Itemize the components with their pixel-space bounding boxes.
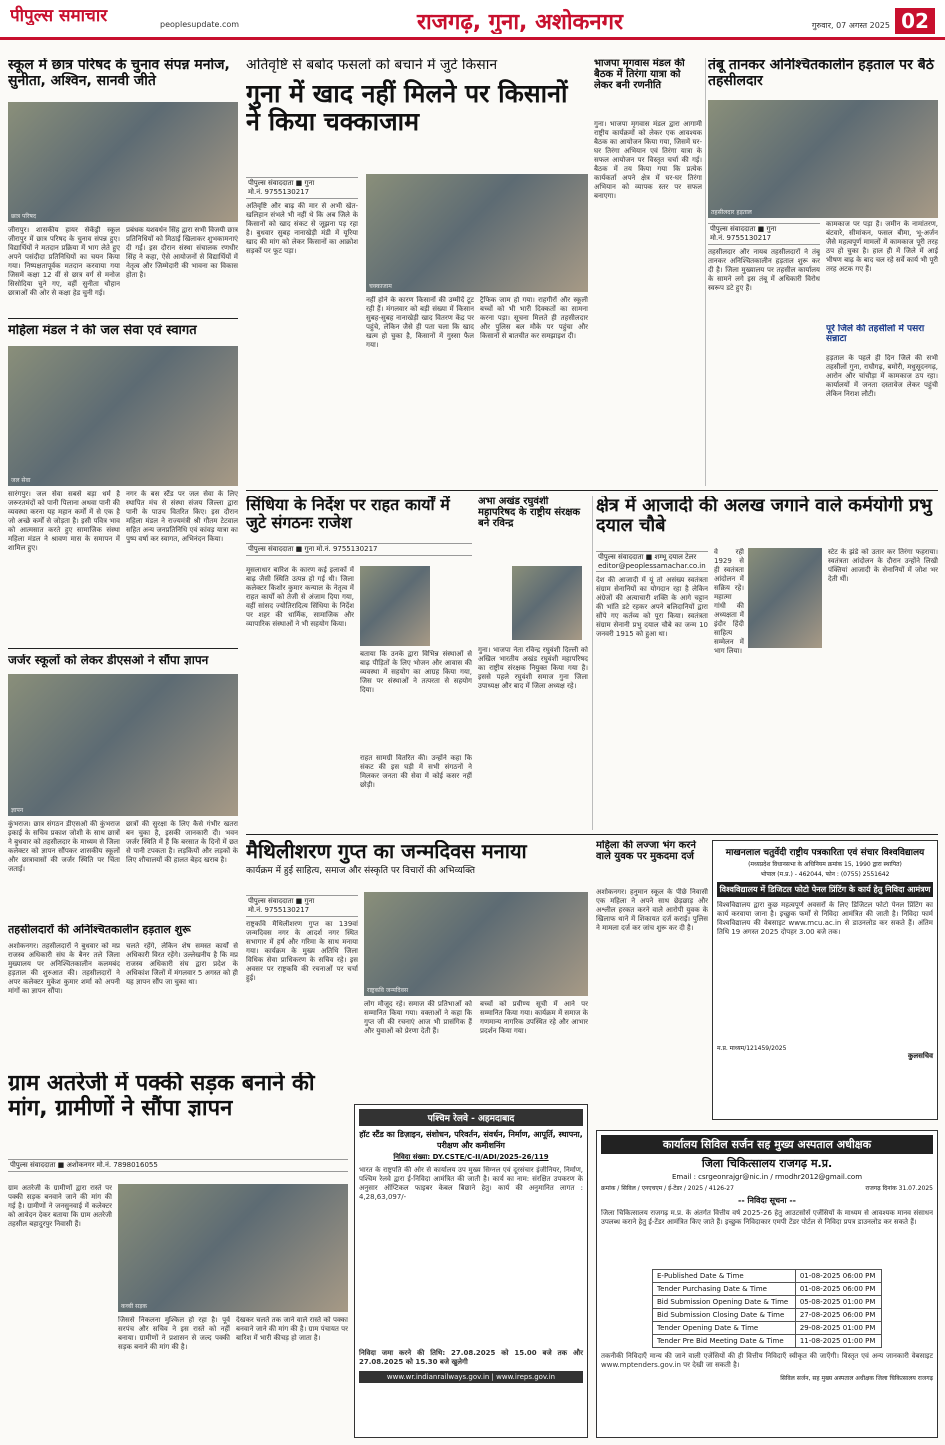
azadi-col2: वे रही 1929 से ही स्वतंत्रता आंदोलन में सक्रिय रहे। महात्मा गांधी की अध्यक्षता में इंदौर हिंदी साहित्य सम्मेलन में भाग लिया। (714, 548, 744, 655)
civil-dates-row (653, 1270, 882, 1283)
civil-dates-row (653, 1296, 882, 1309)
mahila-article (8, 324, 238, 646)
tambu-byline: पीपुल्स संवाददाता ■ गुना मो.नं. 9755130217 (708, 223, 820, 245)
students-headline: स्कूल में छात्र परिषद के चुनाव संपन्न मनोज, सुनीता, अश्विन, सानवी जीते (8, 58, 230, 89)
gram-col1: ग्राम अतरेजी के ग्रामीणों द्वारा रास्ते पर पक्की सड़क बनवाने जाने की मांग की गई है। ग्रामीणों ने जनसुनवाई में कलेक्टर को आवेदन देकर बताया कि ग्राम अतरेजी तहसील बहादुरपुर निवासी हैं। (8, 1184, 112, 1228)
civil-dates-value: 29-08-2025 01:00 PM (795, 1322, 881, 1335)
jarjar-photo: ज्ञापन (8, 674, 238, 816)
maithili-col2: लोग मौजूद रहे। समाज की प्रतिभाओं को सम्मानित किया गया। वक्ताओं ने कहा कि गुप्त जी की रचनाएं आज भी प्रासंगिक हैं और युवाओं को प्रेरणा देती हैं। (364, 1000, 472, 1035)
lajja-col1: अशोकनगर। हनुमान स्कूल के पीछे निवासी एक महिला ने अपने साथ छेड़छाड़ और अश्लील हरकत करने वाले आरोपी युवक के खिलाफ थाने में शिकायत दर्ज कराई। पुलिस ने मामला दर्ज कर जांच शुरू कर दी है। (596, 888, 708, 932)
maithili-byline: पीपुल्स संवाददाता ■ गुना मो.नं. 9755130217 (246, 895, 358, 917)
railway-tender-no: निविदा संख्या: DY.CSTE/C-II/ADI/2025-26/119 (393, 1153, 549, 1161)
students-col1: जीरापुर। शासकीय हायर सेकेंड्री स्कूल जीरापुर में छात्र परिषद के चुनाव संपन्न हुए। विद्यार्थियों ने मतदान प्रक्रिया में भाग लेते हुए अपने पसंदीदा प्रतिनिधियों का चयन किया गया। निष्पक्षतापूर्वक मतदान करवाया गया जिसमें कक्षा 12 वीं से छात्र वर्ग से मनोज सिसोदिया चुने गए, वहीं सुनीता चौहान छात्राओं की ओर से कक्षा हेड चुनी गई। (8, 226, 120, 297)
bhajpa-headline: भाजपा मृगवास मंडल की बैठक में तिरंगा यात्रा को लेकर बनी रणनीति (594, 58, 685, 92)
tambu-subtext: हड़ताल के पहले ही दिन जिले की सभी तहसीलों गुना, राघौगढ़, बमोरी, मधुसूदनगढ़, आरोन और चांचौड़ा में कामकाज ठप रहा। कार्यालयों में जनता दस्तावेज लेकर पहुंची लेकिन निराश लौटी। (826, 354, 938, 398)
civil-notice: -- निविदा सूचना -- (738, 1196, 796, 1205)
railway-ad (354, 1104, 588, 1438)
civil-dates-label: Tender Purchasing Date & Time (653, 1283, 796, 1296)
maithili-article (246, 840, 588, 1098)
civil-date: राजगढ़ दिनांक 31.07.2025 (865, 1185, 933, 1192)
civil-dates-label: Bid Submission Opening Date & Time (653, 1296, 796, 1309)
tambu-photo: तहसीलदार हड़ताल (708, 100, 938, 218)
tehsil-headline: तहसीलदारों की अनिश्चितकालीन हड़ताल शुरू (8, 924, 191, 936)
makhanlal-ref: म.प्र. माध्यम/121459/2025 (717, 1045, 787, 1052)
makhanlal-sub: (मध्यप्रदेश विधानसभा के अधिनियम क्रमांक 15, 1990 द्वारा स्थापित) (748, 861, 902, 868)
civil-dates-label: E-Published Date & Time (653, 1270, 796, 1283)
page-number: 02 (895, 8, 935, 34)
mahila-col2: नगर के बस स्टैंड पर जल सेवा के लिए स्थापित मंच से संस्था संजय जिल्ला द्वारा पानी के पाउच वितरित किए। इस दौरान महिला मंडल ने राज्यमंत्री श्री गौतम टेटवाल सहित अन्य जनप्रतिनिधि एवं कांवड़ यात्रा का पुष्प वर्षा कर स्वागत, अभिनंदन किया। (126, 490, 238, 543)
issue-date: गुरुवार, 07 अगस्त 2025 (811, 21, 890, 30)
tambu-article (708, 58, 938, 486)
guna-article (246, 58, 588, 486)
mahila-headline: महिला मंडल ने की जल सेवा एवं स्वागत (8, 324, 197, 338)
railway-title: पश्चिम रेलवे - अहमदाबाद (359, 1109, 583, 1126)
civil-email[interactable]: Email : csrgeonrajgr@nic.in / rmodhr2012@gmail.com (671, 1173, 863, 1181)
students-article (8, 58, 238, 316)
railway-subject: हॉट स्टैंड का डिज़ाइन, संशोधन, परिवर्तन, संवर्धन, निर्माण, आपूर्ति, स्थापना, परीक्षण और कमीशनिंग (359, 1130, 583, 1150)
tambu-col2: कामकाज पर पड़ा है। जमीन के नामांतरण, बंटवारे, सीमांकन, फसल बीमा, भू-अर्जन जैसे महत्वपूर्ण मामलों में कामकाज पूरी तरह ठप हो चुका है। हाल ही में जिले में आई भीषण बाढ़ के बाद चल रहे सर्वे कार्य भी पूरी तरह अटक गए हैं। (826, 220, 938, 273)
guna-byline: पीपुल्स संवाददाता ■ गुना मो.नं. 9755130217 (246, 177, 358, 199)
gram-byline: पीपुल्स संवाददाता ■ अशोकनगर मो.नं. 7898016055 (8, 1159, 348, 1172)
civil-dates-value: 27-08-2025 06:00 PM (795, 1309, 881, 1322)
tehsil-col1: अशोकनगर। तहसीलदारों ने बुधवार को मप्र राजस्व अधिकारी संघ के बैनर तले जिला मुख्यालय पर अनिश्चितकालीन कलमबंद हड़ताल की शुरुआत की। तहसीलदारों ने अपर कलेक्टर मुकेश कुमार शर्मा को अपनी मांगों का ज्ञापन सौंपा। (8, 942, 120, 995)
mahila-col1: सारंगपुर। जल सेवा सबसे बड़ा धर्म है जरूरतमंदों को पानी पिलाना अथवा पानी की व्यवस्था करना यह महान कर्मों में से एक है जो अच्छे कर्मों से जोड़ता है। इसी पवित्र भाव को आत्मसात करते हुए सामाजिक संस्था महिला मंडल ने श्रावण मास के समापन में शामिल हुए। (8, 490, 120, 552)
civil-dates-value: 11-08-2025 01:00 PM (795, 1335, 881, 1348)
raghuvanshi-headline: अभा अखंड रघुवंशी महापरिषद के राष्ट्रीय संरक्षक बने रविन्द्र (478, 496, 581, 530)
civil-dates-label: Tender Pre Bid Meeting Date & Time (653, 1335, 796, 1348)
civil-ad (596, 1130, 938, 1438)
railway-body: भारत के राष्ट्रपति की ओर से कार्यालय उप मुख्य सिग्नल एवं दूरसंचार इंजीनियर, निर्माण, पश्चिम रेलवे द्वारा ई-निविदा आमंत्रित की जाती है। कार्य का नाम: संरक्षित उपकरण के अनुसार ऑप्टिकल फाइबर केबल बिछाने हेतु। कार्य की अनुमानित लागत : 4,28,63,097/- (359, 1166, 583, 1201)
region-title: राजगढ़, गुना, अशोकनगर (416, 10, 624, 34)
civil-subtitle: जिला चिकित्सालय राजगढ़ म.प्र. (701, 1157, 833, 1170)
civil-dates-value: 01-08-2025 06:00 PM (795, 1283, 881, 1296)
civil-dates-row (653, 1322, 882, 1335)
civil-ref-no: क्रमांक / सिविल / एनएचएम / ई-टेंडर / 2025 / 4126-27 (601, 1185, 734, 1192)
civil-dates-label: Bid Submission Closing Date & Time (653, 1309, 796, 1322)
azadi-col3: स्टेट के झंडे को उतार कर तिरंगा फहराया। स्वतंत्रता आंदोलन के दौरान उन्होंने लिखी पंक्तियां आजादी के सेनानियों में जोश भर देती थीं। (828, 548, 938, 583)
jarjar-col1: कुंभराज। छात्र संगठन डीएसओ की कुंभराज इकाई के सचिव प्रकाश जोशी के साथ छात्रों ने बुधवार को तहसीलदार के माध्यम से जिला कलेक्टर को ज्ञापन सौंपकर शासकीय स्कूलों और छात्रावासों की जर्जर स्थिति पर चिंता जताई। (8, 820, 120, 873)
gram-col2: जिससे निकलना मुश्किल हो रहा है। पूर्व सरपंच और सचिव ने इस रास्ते को नहीं बनाया। ग्रामीणों ने प्रशासन से जल्द पक्की सड़क बनाने की मांग की है। (118, 1316, 230, 1351)
civil-title: कार्यालय सिविल सर्जन सह मुख्य अस्पताल अधीक्षक (601, 1135, 933, 1154)
bhajpa-col1: गुना। भाजपा मृगवास मंडल द्वारा आगामी राष्ट्रीय कार्यक्रमों को लेकर एक आवश्यक बैठक का आयोजन किया गया, जिसमें घर-घर तिरंगा अभियान एवं तिरंगा यात्रा के सफल आयोजन पर विस्तृत चर्चा की गई। बैठक में तय किया गया कि प्रत्येक कार्यकर्ता अपने क्षेत्र में घर-घर तिरंगा अभियान को व्यापक स्तर पर सफल बनाएगा। (594, 120, 702, 200)
students-col2: प्रबंधक यशवर्धन सिंह द्वारा सभी विजयी छात्र प्रतिनिधियों को मिठाई खिलाकर शुभकामनाएं दी गईं। इस दौरान संस्था संचालक रणधीर सिंह ने कहा, ऐसे आयोजनों से विद्यार्थियों में नेतृत्व और जिम्मेदारी की भावना का विकास होता है। (126, 226, 238, 279)
makhanlal-notice: विश्वविद्यालय में डिजिटल फोटो पेनल प्रिंटिंग के कार्य हेतु निविदा आमंत्रण (717, 882, 933, 897)
jarjar-article (8, 654, 238, 916)
civil-dates-label: Tender Opening Date & Time (653, 1322, 796, 1335)
maithili-col3: बच्चों को प्रवीण्य सूची में आने पर सम्मानित किया गया। कार्यक्रम में समाज के गणमान्य नागरिक उपस्थित रहे और आभार प्रदर्शन किया गया। (480, 1000, 588, 1035)
students-photo: छात्र परिषद (8, 102, 238, 222)
gram-photo: कच्ची सड़क (118, 1184, 348, 1312)
tambu-col1: तहसीलदार और नायब तहसीलदारों ने तंबू तानकर अनिश्चितकालीन हड़ताल शुरू कर दी है। जिला मुख्यालय पर तहसील कार्यालय के सामने लगे इस तंबू में अधिकारी विरोध स्वरूप डटे हुए हैं। (708, 248, 820, 292)
raghuvanshi-portrait (512, 566, 582, 640)
gram-col3: देखकर चलते तक जाने वाले रास्ते को पक्का बनवाने जाने की मांग की है। ग्राम पंचायत पर बारिश में भारी कीचड़ हो जाता है। (236, 1316, 348, 1342)
maithili-col1: राष्ट्रकवि मैथिलीशरण गुप्त का 139वां जन्मदिवस नगर के आदर्श नगर स्थित सभागार में हर्ष और गरिमा के साथ मनाया गया। कार्यक्रम के मुख्य अतिथि जिला विधिक सेवा प्राधिकरण के सचिव रहे। इस अवसर पर राष्ट्रकवि की रचनाओं पर चर्चा हुई। (246, 920, 358, 982)
civil-dates-row (653, 1283, 882, 1296)
scindia-col2: बताया कि उनके द्वारा विभिन्न संस्थाओं से बाढ़ पीड़ितों के लिए भोजन और आवास की व्यवस्था में सहयोग का आग्रह किया गया, जिस पर संस्थाओं ने तत्परता से सहयोग दिया। (360, 650, 472, 694)
civil-dates-value: 05-08-2025 01:00 PM (795, 1296, 881, 1309)
guna-col3: ट्रैफिक जाम हो गया। राहगीरों और स्कूली बच्चों को भी भारी दिक्कतों का सामना करना पड़ा। सूचना मिलते ही तहसीलदार और पुलिस बल मौके पर पहुंचा और किसानों से बातचीत कर समझाइश दी। (480, 296, 588, 340)
maithili-subhead: कार्यक्रम में हुई साहित्य, समाज और संस्कृति पर विचारों की अभिव्यक्ति (246, 866, 476, 877)
railway-footer[interactable]: www.wr.indianrailways.gov.in | www.ireps.gov.in (359, 1371, 583, 1383)
tambu-subhead: पूरे जिले की तहसीलों में पसरा सन्नाटा (826, 324, 925, 345)
website[interactable]: peoplesupdate.com (160, 20, 240, 29)
guna-photo: चक्काजाम (366, 174, 588, 292)
masthead (0, 0, 945, 40)
tehsil-col2: चलते रहेंगे, लेकिन शेष समस्त कार्यों से अधिकारी विरत रहेंगे। उल्लेखनीय है कि मप्र राजस्व अधिकारी संघ द्वारा प्रदेश के अधिकांश जिलों में मंगलवार 5 अगस्त को ही यह ज्ञापन सौंप जा चुका था। (126, 942, 238, 986)
azadi-byline: पीपुल्स संवाददाता ■ शम्भू दयाल टेलर editor@peoplessamachar.co.in (596, 551, 708, 572)
gram-headline: ग्राम अतरेजी में पक्की सड़क बनाने की मांग, ग्रामीणों ने सौंपा ज्ञापन (8, 1072, 315, 1121)
scindia-col1: मूसलाधार बारिश के कारण कई इलाकों में बाढ़ जैसी स्थिति उत्पन्न हो गई थी। जिला कलेक्टर किशोर कुमार कन्याल के नेतृत्व में राहत कार्यों को तेजी से अंजाम दिया गया, वहीं सांसद ज्योतिरादित्य सिंधिया के निर्देश पर शहर की धार्मिक, सामाजिक और व्यापारिक संस्थाओं ने भी सहयोग किया। (246, 566, 354, 628)
jarjar-col2: छात्रों की सुरक्षा के लिए कैसे गंभीर खतरा बन चुका है, इसकी जानकारी दी। भवन जर्जर स्थिति में हैं कि बरसात के दिनों में छत से पानी टपकता है। लड़कियों और लड़कों के लिए शौचालयों की हालत बेहद खराब है। (126, 820, 238, 864)
scindia-headline: सिंधिया के निर्देश पर राहत कार्यों में जुटे संगठनः राजेश (246, 496, 450, 532)
makhanlal-address: भोपाल (म.प्र.) - 462044, फोन : (0755) 2551642 (760, 871, 890, 878)
lajja-article (596, 840, 708, 1120)
civil-dates-table (652, 1269, 882, 1348)
bhajpa-article (594, 58, 702, 486)
gram-article (8, 1072, 348, 1438)
guna-kicker: अतिवृष्टि से बर्बाद फसलों को बचाने में जुटे किसान (246, 58, 498, 73)
paper-logo: पीपुल्स समाचार (10, 6, 108, 25)
jarjar-headline: जर्जर स्कूलों को लेकर डीएसओ ने सौंपा ज्ञापन (8, 654, 209, 667)
tambu-headline: तंबू तानकर अनिश्चितकालीन हड़ताल पर बैठे तहसीलदार (708, 58, 934, 89)
scindia-article (246, 496, 472, 830)
maithili-photo: राष्ट्रकवि जन्मदिवस (364, 892, 588, 996)
lajja-headline: महिला की लज्जा भंग करने वाले युवक पर मुकदमा दर्ज (596, 840, 696, 863)
makhanlal-title: माखनलाल चतुर्वेदी राष्ट्रीय पत्रकारिता एवं संचार विश्वविद्यालय (725, 848, 925, 858)
guna-col2: नहीं होने के कारण किसानों की उम्मीदें टूट रही हैं। मंगलवार को बड़ी संख्या में किसान सुबह-सुबह नानाखेड़ी खाद वितरण केंद्र पर पहुंचे, लेकिन जैसे ही पता चला कि खाद खत्म हो चुका है, किसानों में गुस्सा फैल गया। (366, 296, 474, 349)
makhanlal-sign: कुलसचिव (907, 1052, 933, 1060)
makhanlal-ad (712, 840, 938, 1120)
maithili-headline: मैथिलीशरण गुप्त का जन्मदिवस मनाया (246, 840, 527, 863)
guna-col1: अतिवृष्टि और बाढ़ की मार से अभी खेत-खलिहान संभले भी नहीं थे कि अब जिले के किसानों को खाद संकट से जूझना पड़ रहा है। बुधवार सुबह नानाखेड़ी मंडी में यूरिया खाद की मांग को लेकर किसानों का आक्रोश सड़कों पर फूट पड़ा। (246, 202, 358, 255)
civil-dates-row (653, 1335, 882, 1348)
civil-sign: सिविल सर्जन, सह मुख्य अस्पताल अधीक्षक जिला चिकित्सालय राजगढ़ (780, 1375, 933, 1382)
civil-body: जिला चिकित्सालय राजगढ़ म.प्र. के अंतर्गत वित्तीय वर्ष 2025-26 हेतु आउटसोर्स एजेंसियों के माध्यम से आवश्यक मानव संसाधन उपलब्ध कराने हेतु ई-टेंडर आमंत्रित किए जाते हैं। इच्छुक निविदाकार एमपी टेंडर पोर्टल से निविदा प्रपत्र डाउनलोड कर सकते हैं। (601, 1209, 933, 1226)
tehsil-article (8, 924, 238, 1066)
raghuvanshi-article (478, 496, 588, 830)
azadi-article (596, 496, 938, 830)
azadi-portrait (748, 548, 822, 648)
railway-dates: निविदा जमा करने की तिथि: 27.08.2025 को 15.00 बजे तक और 27.08.2025 को 15.30 बजे खुलेगी (359, 1349, 583, 1366)
raghuvanshi-col1: गुना। भाजपा नेता रविन्द्र रघुवंशी दिल्ली को अखिल भारतीय अखंड रघुवंशी महापरिषद का राष्ट्रीय संरक्षक नियुक्त किया गया है। इससे पहले रघुवंशी समाज गुना जिला उपाध्यक्ष और बाद में जिला अध्यक्ष रहे। (478, 646, 588, 690)
scindia-byline: पीपुल्स संवाददाता ■ गुना मो.नं. 9755130217 (246, 543, 472, 556)
azadi-headline: क्षेत्र में आजादी की अलख जगाने वाले कर्मयोगी प्रभु दयाल चौबे (596, 496, 932, 537)
guna-headline: गुना में खाद नहीं मिलने पर किसानों ने किया चक्काजाम (246, 78, 568, 136)
civil-dates-row (653, 1309, 882, 1322)
azadi-col1: देश की आजादी में यूं तो असंख्य स्वतंत्रता संग्राम सेनानियों का योगदान रहा है लेकिन अंग्रेजों की अत्याचारी शक्ति के आगे चट्टान की भांति डटे रहकर अपने बलिदानियों द्वारा सौंपे गए कर्तव्य को पूरा किया। स्वतंत्रता संग्राम सेनानी प्रभु दयाल चौबे का जन्म 10 जनवरी 1915 को हुआ था। (596, 576, 708, 638)
mahila-photo: जल सेवा (8, 346, 238, 486)
scindia-portrait (360, 566, 430, 646)
civil-footer: तकनीकी निविदाएँ मान्य की जाने वाली एजेंसियों की ही वित्तीय निविदाएँ स्वीकृत की जाएँगी। विस्तृत एवं अन्य जानकारी वेबसाइट www.mptenders.gov.in पर देखी जा सकती है। (601, 1352, 933, 1369)
makhanlal-body: विश्वविद्यालय द्वारा कुछ महत्वपूर्ण अवसरों के लिए डिजिटल फोटो पेनल प्रिंटिंग का कार्य करवाया जाना है। इच्छुक फर्मों से निविदा आमंत्रित की जाती है। निविदा फार्म विश्वविद्यालय की वेबसाइट www.mcu.ac.in से डाउनलोड कर सकते हैं। अंतिम तिथि 19 अगस्त 2025 दोपहर 3.00 बजे तक। (717, 901, 933, 936)
scindia-col3: राहत सामग्री वितरित की। उन्होंने कहा कि संकट की इस घड़ी में सभी संगठनों ने मिलकर जनता की सेवा में कोई कसर नहीं छोड़ी। (360, 754, 472, 789)
civil-dates-value: 01-08-2025 06:00 PM (795, 1270, 881, 1283)
